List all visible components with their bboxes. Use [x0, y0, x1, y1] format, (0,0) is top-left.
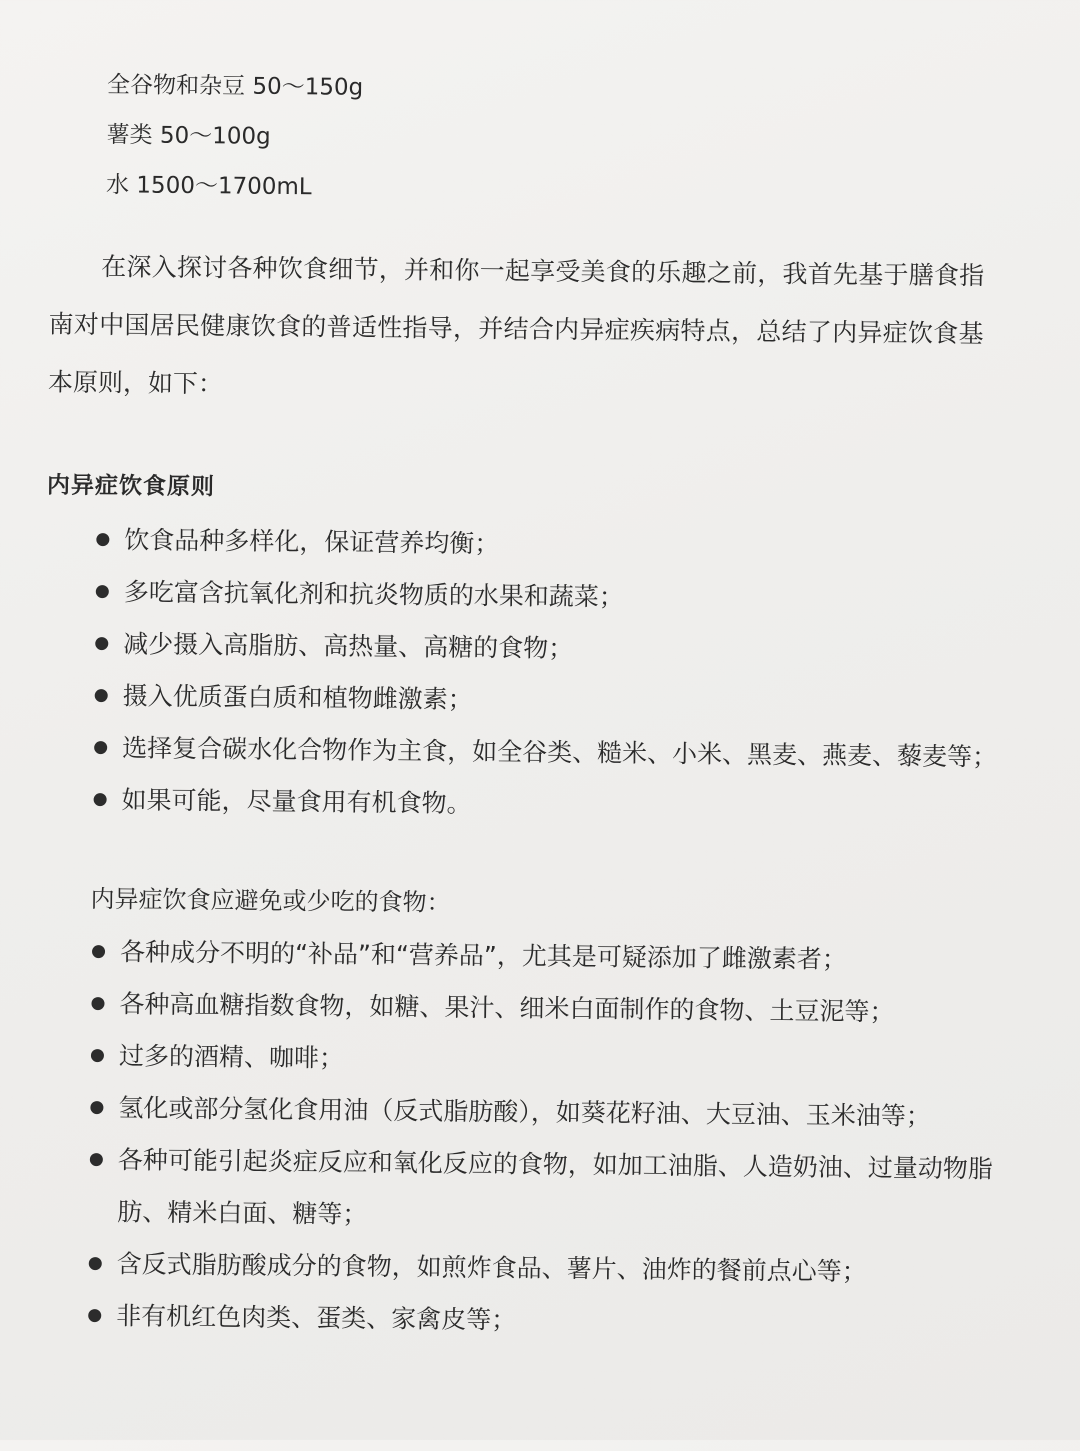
- list-item-text: 非有机红色肉类、蛋类、家禽皮等；: [116, 1301, 517, 1335]
- bullet-icon: [88, 1309, 101, 1322]
- list-item-text: 各种成分不明的“补品”和“营养品”，尤其是可疑添加了雌激素者；: [119, 937, 847, 974]
- list-item-text: 过多的酒精、咖啡；: [118, 1041, 345, 1073]
- list-item-text: 选择复合碳水化合物作为主食，如全谷类、糙米、小米、黑麦、燕麦、藜麦等；: [122, 733, 998, 772]
- intake-amount-item: 水 1500～1700mL: [105, 172, 312, 201]
- list-item: [91, 774, 996, 835]
- intake-amount-item: 薯类 50～100g: [106, 122, 271, 150]
- intake-amount-list: [106, 65, 364, 218]
- bullet-icon: [94, 741, 107, 754]
- bullet-icon: [95, 689, 108, 702]
- list-item: [94, 566, 999, 627]
- list-item: [87, 1134, 993, 1247]
- list-item: [89, 978, 994, 1039]
- list-item: [94, 514, 999, 575]
- bullet-icon: [91, 997, 104, 1010]
- bullet-icon: [89, 1257, 102, 1270]
- list-item: [88, 1082, 993, 1143]
- list-item: [90, 926, 995, 987]
- intro-paragraph: 在深入探讨各种饮食细节，并和你一起享受美食的乐趣之前，我首先基于膳食指南对中国居民健康饮食的普适性指导，并结合内异症疾病特点，总结了内异症饮食基本原则，如下：: [47, 252, 985, 399]
- list-item: [89, 1030, 994, 1091]
- bullet-icon: [92, 945, 105, 958]
- list-item-text: 多吃富含抗氧化剂和抗炎物质的水果和蔬菜；: [123, 577, 624, 612]
- bullet-icon: [95, 637, 108, 650]
- list-item-text: 饮食品种多样化，保证营养均衡；: [124, 525, 500, 559]
- intake-amount-item: 全谷物和杂豆 50～150g: [106, 72, 364, 101]
- list-item-text: 各种可能引起炎症反应和氧化反应的食物，如加工油脂、人造奶油、过量动物脂肪、精米白面、糖等；: [117, 1145, 993, 1229]
- intro-paragraph-block: [48, 238, 985, 422]
- list-item: [92, 722, 997, 783]
- list-item: [93, 618, 998, 679]
- bullet-icon: [96, 533, 109, 546]
- list-item-text: 含反式脂肪酸成分的食物，如煎炸食品、薯片、油炸的餐前点心等；: [116, 1249, 867, 1287]
- principles-list: [91, 514, 999, 835]
- list-item-text: 各种高血糖指数食物，如糖、果汁、细米白面制作的食物、土豆泥等；: [119, 989, 895, 1027]
- principles-heading: 内异症饮食原则: [46, 472, 216, 501]
- list-item-text: 摄入优质蛋白质和植物雌激素；: [122, 681, 473, 714]
- bullet-icon: [96, 585, 109, 598]
- list-item: [86, 1238, 991, 1299]
- list-item: [92, 670, 997, 731]
- bullet-icon: [90, 1101, 103, 1114]
- list-item-text: 氢化或部分氢化食用油（反式脂肪酸），如葵花籽油、大豆油、玉米油等；: [118, 1093, 932, 1131]
- list-item-text: 减少摄入高脂肪、高热量、高糖的食物；: [123, 629, 574, 664]
- bullet-icon: [90, 1153, 103, 1166]
- list-item: [86, 1290, 991, 1351]
- avoid-foods-list: [86, 926, 995, 1351]
- avoid-heading: 内异症饮食应避免或少吃的食物：: [90, 884, 451, 917]
- bullet-icon: [91, 1049, 104, 1062]
- bullet-icon: [94, 793, 107, 806]
- list-item-text: 如果可能，尽量食用有机食物。: [121, 785, 472, 818]
